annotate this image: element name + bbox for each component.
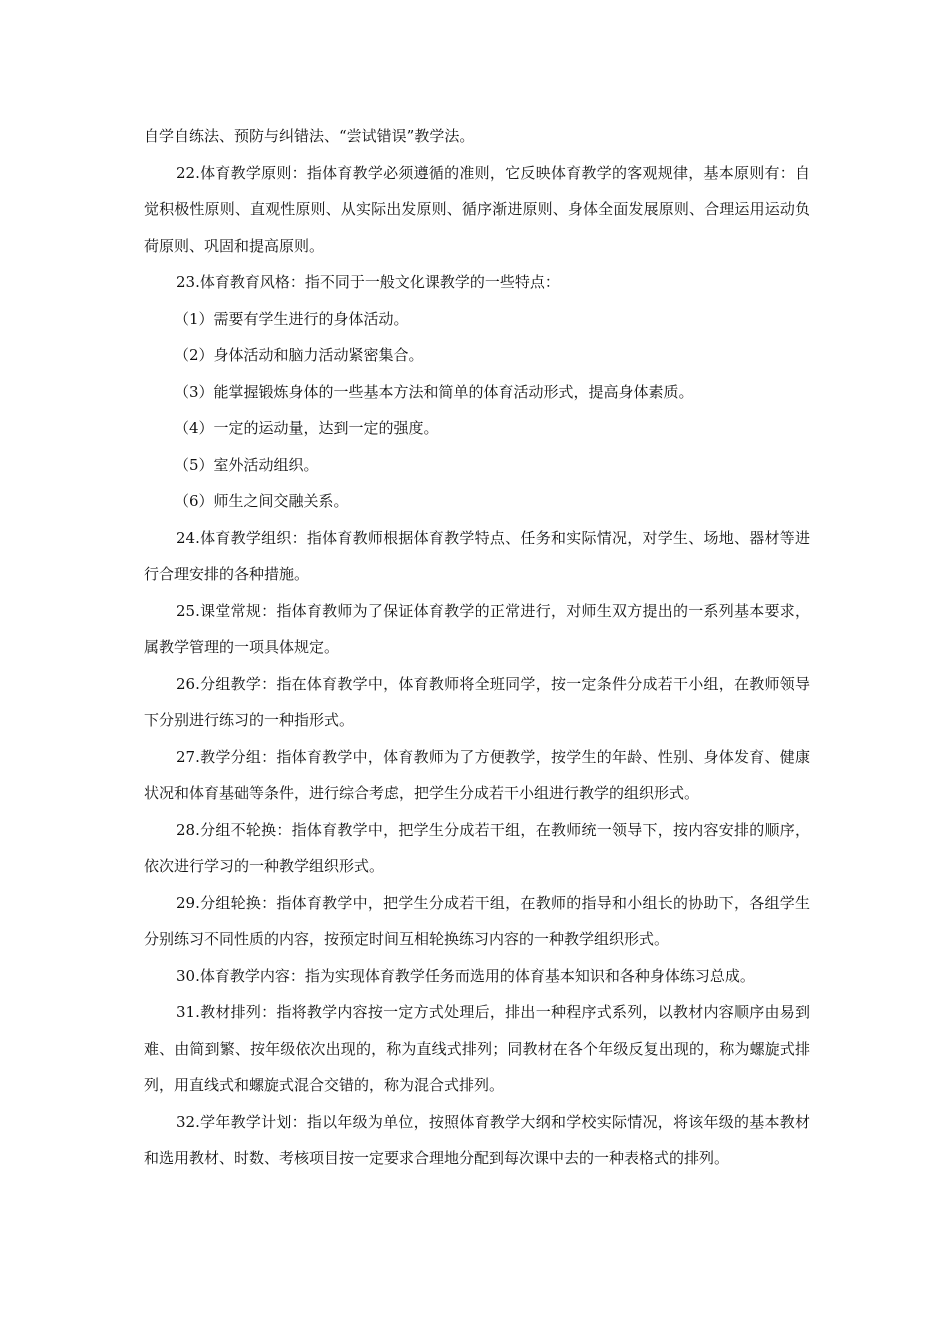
paragraph-term-31: 31.教材排列：指将教学内容按一定方式处理后，排出一种程序式系列，以教材内容顺序由易到难、由简到繁、按年级依次出现的，称为直线式排列；同教材在各个年级反复出现的，称为螺旋式排列，用直线式和螺旋式混合交错的，称为混合式排列。 [144, 1003, 810, 1094]
paragraph-continuation: 自学自练法、预防与纠错法、“尝试错误”教学法。 [144, 127, 475, 145]
paragraph-term-29: 29.分组轮换：指体育教学中，把学生分成若干组，在教师的指导和小组长的协助下，各组学生分别练习不同性质的内容，按预定时间互相轮换练习内容的一种教学组织形式。 [144, 893, 810, 948]
list-item-5: （5）室外活动组织。 [174, 455, 319, 474]
list-item-6: （6）师生之间交融关系。 [174, 492, 349, 510]
list-item-2: （2）身体活动和脑力活动紧密集合。 [174, 346, 424, 364]
paragraph-term-28: 28.分组不轮换：指体育教学中，把学生分成若干组，在教师统一领导下，按内容安排的顺序，依次进行学习的一种教学组织形式。 [144, 820, 810, 875]
paragraph-term-32: 32.学年教学计划：指以年级为单位，按照体育教学大纲和学校实际情况，将该年级的基本教材和选用教材、时数、考核项目按一定要求合理地分配到每次课中去的一种表格式的排列。 [144, 1112, 810, 1167]
paragraph-term-22: 22.体育教学原则：指体育教学必须遵循的准则，它反映体育教学的客观规律，基本原则有：自觉积极性原则、直观性原则、从实际出发原则、循序渐进原则、身体全面发展原则、合理运用运动负荷原则、巩固和提高原则。 [144, 163, 810, 255]
list-item-4: （4）一定的运动量，达到一定的强度。 [174, 419, 439, 437]
paragraph-term-30: 30.体育教学内容：指为实现体育教学任务而选用的体育基本知识和各种身体练习总成。 [176, 966, 755, 985]
document-page [144, 118, 810, 1177]
paragraph-term-26: 26.分组教学：指在体育教学中，体育教师将全班同学，按一定条件分成若干小组，在教师领导下分别进行练习的一种指形式。 [144, 674, 810, 729]
list-item-3: （3）能掌握锻炼身体的一些基本方法和简单的体育活动形式，提高身体素质。 [174, 382, 694, 401]
paragraph-term-25: 25.课堂常规：指体育教师为了保证体育教学的正常进行，对师生双方提出的一系列基本要求，属教学管理的一项具体规定。 [144, 601, 810, 656]
paragraph-term-24: 24.体育教学组织：指体育教师根据体育教学特点、任务和实际情况，对学生、场地、器材等进行合理安排的各种措施。 [144, 528, 810, 583]
paragraph-term-27: 27.教学分组：指体育教学中，体育教师为了方便教学，按学生的年龄、性别、身体发育、健康状况和体育基础等条件，进行综合考虑，把学生分成若干小组进行教学的组织形式。 [144, 747, 810, 802]
paragraph-term-23: 23.体育教育风格：指不同于一般文化课教学的一些特点： [176, 273, 560, 291]
list-item-1: （1）需要有学生进行的身体活动。 [174, 309, 409, 328]
